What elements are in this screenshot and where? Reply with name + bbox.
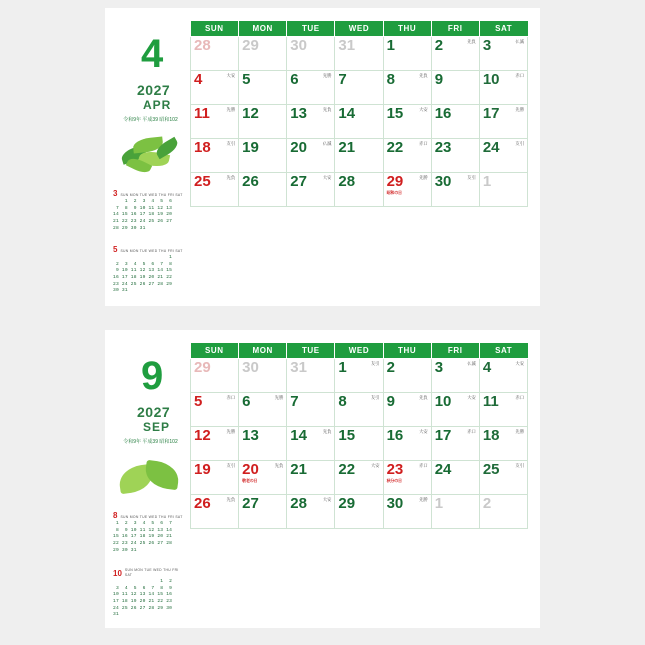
rokuyo-label: 赤口	[419, 463, 428, 468]
dow-header-mon: MON	[239, 343, 287, 359]
day-cell[interactable]	[335, 461, 383, 495]
day-number: 27	[290, 173, 307, 190]
week-row	[191, 427, 528, 461]
day-number: 16	[386, 427, 404, 444]
mini-month-row: 23 24 25 26 27 28 29	[113, 281, 173, 287]
day-cell[interactable]	[431, 461, 479, 495]
day-number: 2	[482, 495, 492, 512]
day-number: 6	[290, 71, 299, 88]
day-cell[interactable]	[431, 71, 479, 105]
dow-header-tue: TUE	[287, 21, 335, 37]
day-cell[interactable]	[287, 393, 335, 427]
week-row	[191, 393, 528, 427]
day-number: 29	[338, 495, 356, 512]
dow-header-fri: FRI	[431, 343, 479, 359]
mini-month-next	[113, 246, 187, 295]
day-number: 25	[482, 461, 500, 478]
day-number: 31	[290, 359, 307, 376]
dow-header-wed: WED	[335, 21, 383, 37]
dow-header-sun: SUN	[191, 21, 239, 37]
rokuyo-label: 先負	[467, 39, 476, 44]
day-cell[interactable]	[239, 173, 287, 207]
rokuyo-label: 大安	[419, 107, 428, 112]
day-cell[interactable]	[191, 139, 239, 173]
day-number: 22	[338, 461, 356, 478]
day-cell[interactable]	[383, 105, 431, 139]
day-cell[interactable]	[383, 173, 431, 207]
holiday-label: 敬老の日	[242, 478, 258, 483]
day-number: 20	[290, 139, 307, 156]
mini-month-row: 17 18 19 20 21 22 23	[113, 598, 173, 604]
rokuyo-label: 先勝	[226, 107, 236, 112]
day-cell[interactable]	[479, 71, 527, 105]
mini-month-next	[113, 568, 187, 619]
day-number: 15	[338, 427, 356, 444]
day-cell[interactable]	[479, 37, 527, 71]
day-cell[interactable]	[383, 461, 431, 495]
calendar-september	[105, 330, 540, 628]
month-number: 9	[141, 354, 163, 398]
rokuyo-label: 友引	[370, 361, 380, 366]
week-row	[191, 71, 528, 105]
day-number: 26	[194, 495, 211, 512]
day-cell[interactable]	[479, 393, 527, 427]
day-number: 29	[242, 37, 259, 54]
day-number: 13	[242, 427, 259, 444]
leaf-illustration	[115, 134, 185, 182]
rokuyo-label: 先負	[322, 107, 332, 112]
day-number: 29	[194, 359, 211, 376]
day-cell[interactable]	[335, 71, 383, 105]
rokuyo-label: 先負	[226, 175, 236, 180]
day-cell[interactable]	[191, 461, 239, 495]
mini-month-row: 7 8 9 10 11 12 13	[113, 205, 173, 211]
day-number: 18	[194, 139, 211, 156]
day-number: 24	[434, 461, 452, 478]
rokuyo-label: 赤口	[515, 73, 524, 78]
rokuyo-label: 先負	[226, 497, 236, 502]
day-cell[interactable]	[239, 393, 287, 427]
holiday-label: 秋分の日	[386, 478, 402, 483]
day-cell[interactable]	[335, 393, 383, 427]
rokuyo-label: 大安	[322, 497, 332, 502]
rokuyo-label: 仏滅	[515, 39, 524, 44]
day-cell[interactable]	[479, 495, 527, 529]
day-number: 7	[338, 71, 347, 88]
day-number: 26	[242, 173, 259, 190]
mini-month-row: 21 22 23 24 25 26 27	[113, 218, 173, 224]
rokuyo-label: 先負	[419, 73, 428, 78]
day-number: 13	[290, 105, 307, 122]
day-cell[interactable]	[335, 139, 383, 173]
week-row	[191, 37, 528, 71]
day-number: 5	[242, 71, 251, 88]
rokuyo-label: 先勝	[419, 175, 428, 180]
mini-month-dows: SUN MON TUE WED THU FRI SAT	[120, 515, 183, 520]
day-number: 17	[482, 105, 500, 122]
calendar-grid-april	[190, 8, 540, 306]
day-number: 10	[482, 71, 500, 88]
day-number: 14	[290, 427, 307, 444]
mini-month-row: 31	[113, 612, 119, 618]
mini-month-prev	[113, 190, 187, 232]
day-number: 8	[338, 393, 347, 410]
month-abbrev: SEP	[143, 420, 171, 434]
day-number: 30	[386, 495, 404, 512]
rokuyo-label: 赤口	[467, 429, 476, 434]
day-cell[interactable]	[287, 37, 335, 71]
mini-month-row: 1 2 3 4 5 6 7	[113, 521, 173, 526]
mini-month-row: 8 9 10 11 12 13 14	[113, 527, 173, 533]
mini-month-prev	[113, 512, 187, 554]
day-cell[interactable]	[431, 105, 479, 139]
day-cell[interactable]	[287, 359, 335, 393]
rokuyo-label: 大安	[226, 73, 236, 78]
day-cell[interactable]	[431, 495, 479, 529]
day-cell[interactable]	[191, 427, 239, 461]
dow-header-fri: FRI	[431, 21, 479, 37]
leaf-illustration	[115, 456, 185, 504]
rokuyo-label: 先負	[419, 395, 428, 400]
day-cell[interactable]	[287, 461, 335, 495]
year-label: 2027	[137, 82, 171, 98]
mini-month-row: 15 16 17 18 19 20 21	[113, 534, 173, 540]
mini-month-row: 9 10 11 12 13 14 15	[113, 268, 173, 274]
mini-month-number: 5	[113, 245, 118, 254]
day-cell[interactable]	[287, 105, 335, 139]
day-number: 19	[242, 139, 259, 156]
day-number: 8	[386, 71, 395, 88]
mini-month-row: 16 17 18 19 20 21 22	[113, 274, 173, 280]
rokuyo-label: 大安	[370, 463, 380, 468]
dow-header-sun: SUN	[191, 343, 239, 359]
day-number: 18	[482, 427, 500, 444]
mini-month-row: 10 11 12 13 14 15 16	[113, 592, 173, 598]
rokuyo-label: 友引	[515, 141, 524, 146]
day-number: 11	[482, 393, 499, 410]
mini-month-number: 8	[113, 511, 118, 520]
day-number: 12	[194, 427, 211, 444]
day-number: 30	[434, 173, 452, 190]
day-number: 31	[338, 37, 356, 54]
day-number: 4	[482, 359, 492, 376]
day-cell[interactable]	[335, 105, 383, 139]
day-cell[interactable]	[335, 37, 383, 71]
rokuyo-label: 仏滅	[322, 141, 332, 146]
mini-month-row: 1	[113, 255, 173, 260]
day-cell[interactable]	[479, 173, 527, 207]
mini-month-row: 1 2	[113, 578, 173, 584]
mini-month-row: 1 2 3 4 5 6	[113, 199, 173, 204]
week-row	[191, 139, 528, 173]
holiday-label: 昭和の日	[386, 190, 402, 195]
rokuyo-label: 友引	[370, 395, 380, 400]
rokuyo-label: 先勝	[226, 429, 236, 434]
dow-header-thu: THU	[383, 343, 431, 359]
day-cell[interactable]	[191, 393, 239, 427]
dow-header-mon: MON	[239, 21, 287, 37]
day-cell[interactable]	[287, 495, 335, 529]
day-number: 25	[194, 173, 211, 190]
day-cell[interactable]	[431, 393, 479, 427]
day-number: 1	[338, 359, 347, 376]
rokuyo-label: 大安	[467, 395, 476, 400]
day-cell[interactable]	[479, 105, 527, 139]
mini-month-row: 22 23 24 25 26 27 28	[113, 540, 173, 546]
day-cell[interactable]	[479, 139, 527, 173]
day-number: 23	[434, 139, 452, 156]
calendar-page-april	[105, 8, 540, 306]
rokuyo-label: 先勝	[515, 107, 524, 112]
day-cell[interactable]	[239, 461, 287, 495]
dow-header-sat: SAT	[479, 21, 527, 37]
day-cell[interactable]	[335, 495, 383, 529]
day-number: 22	[386, 139, 404, 156]
day-cell[interactable]	[287, 71, 335, 105]
day-cell[interactable]	[239, 495, 287, 529]
day-cell[interactable]	[335, 427, 383, 461]
mini-month-number: 3	[113, 189, 118, 198]
day-cell[interactable]	[239, 105, 287, 139]
day-number: 3	[482, 37, 492, 54]
rokuyo-label: 仏滅	[467, 361, 476, 366]
day-number: 1	[386, 37, 395, 54]
day-cell[interactable]	[239, 37, 287, 71]
rokuyo-label: 先勝	[515, 429, 524, 434]
era-label: 令和9年 平成39 昭和102	[123, 117, 178, 123]
mini-month-row: 3 4 5 6 7 8 9	[113, 585, 173, 591]
day-number: 5	[194, 393, 203, 410]
day-cell[interactable]	[239, 139, 287, 173]
mini-month-row: 28 29 30 31	[113, 225, 146, 231]
day-cell[interactable]	[383, 393, 431, 427]
day-cell[interactable]	[335, 173, 383, 207]
week-row	[191, 173, 528, 207]
calendar-left-panel	[105, 8, 190, 306]
day-cell[interactable]	[239, 359, 287, 393]
mini-month-dows: SUN MON TUE WED THU FRI SAT	[124, 568, 179, 577]
day-cell[interactable]	[431, 427, 479, 461]
day-number: 28	[338, 173, 356, 190]
rokuyo-label: 大安	[419, 429, 428, 434]
rokuyo-label: 先負	[274, 463, 284, 468]
day-cell[interactable]	[431, 139, 479, 173]
rokuyo-label: 友引	[226, 463, 236, 468]
day-cell[interactable]	[383, 359, 431, 393]
day-cell[interactable]	[191, 105, 239, 139]
mini-month-number: 10	[113, 568, 122, 578]
month-table	[190, 20, 528, 207]
dow-header-wed: WED	[335, 343, 383, 359]
day-number: 21	[290, 461, 307, 478]
day-cell[interactable]	[335, 359, 383, 393]
dow-header-thu: THU	[383, 21, 431, 37]
day-number: 30	[290, 37, 307, 54]
mini-month-row: 2 3 4 5 6 7 8	[113, 261, 173, 267]
rokuyo-label: 大安	[515, 361, 524, 366]
day-number: 3	[434, 359, 444, 376]
mini-month-dows: SUN MON TUE WED THU FRI SAT	[120, 193, 183, 198]
week-row	[191, 359, 528, 393]
mini-month-row: 29 30 31	[113, 547, 137, 553]
day-number: 4	[194, 71, 203, 88]
day-number: 10	[434, 393, 452, 410]
day-number: 17	[434, 427, 452, 444]
day-cell[interactable]	[287, 427, 335, 461]
dow-header-sat: SAT	[479, 343, 527, 359]
day-number: 20	[242, 461, 259, 478]
day-number: 12	[242, 105, 259, 122]
year-label: 2027	[137, 404, 171, 420]
day-number: 11	[194, 105, 210, 122]
rokuyo-label: 友引	[226, 141, 236, 146]
day-cell[interactable]	[383, 495, 431, 529]
day-cell[interactable]	[479, 427, 527, 461]
mini-month-row: 14 15 16 17 18 19 20	[113, 212, 173, 218]
day-cell[interactable]	[287, 139, 335, 173]
rokuyo-label: 先負	[322, 429, 332, 434]
calendar-left-panel	[105, 330, 190, 628]
day-number: 1	[434, 495, 444, 512]
day-number: 9	[434, 71, 444, 88]
dow-header-row	[191, 343, 528, 359]
day-cell[interactable]	[239, 71, 287, 105]
week-row	[191, 105, 528, 139]
week-row	[191, 461, 528, 495]
day-number: 29	[386, 173, 404, 190]
day-number: 23	[386, 461, 404, 478]
day-number: 15	[386, 105, 404, 122]
day-cell[interactable]	[383, 71, 431, 105]
day-number: 21	[338, 139, 356, 156]
day-cell[interactable]	[287, 173, 335, 207]
day-number: 1	[482, 173, 492, 190]
mini-month-row: 30 31	[113, 288, 128, 294]
day-cell[interactable]	[191, 37, 239, 71]
day-cell[interactable]	[431, 173, 479, 207]
calendar-april	[105, 8, 540, 306]
dow-header-row	[191, 21, 528, 37]
rokuyo-label: 先勝	[274, 395, 284, 400]
day-cell[interactable]	[383, 139, 431, 173]
day-number: 24	[482, 139, 500, 156]
day-number: 28	[290, 495, 307, 512]
mini-month-row: 24 25 26 27 28 29 30	[113, 605, 173, 611]
day-cell[interactable]	[431, 37, 479, 71]
day-number: 19	[194, 461, 211, 478]
day-number: 14	[338, 105, 356, 122]
day-cell[interactable]	[191, 71, 239, 105]
day-cell[interactable]	[383, 37, 431, 71]
day-cell[interactable]	[383, 427, 431, 461]
calendar-grid-september	[190, 330, 540, 628]
rokuyo-label: 大安	[322, 175, 332, 180]
calendar-page-september	[105, 330, 540, 628]
day-number: 2	[386, 359, 395, 376]
day-number: 30	[242, 359, 259, 376]
day-number: 6	[242, 393, 251, 410]
day-cell[interactable]	[191, 495, 239, 529]
day-cell[interactable]	[479, 461, 527, 495]
day-number: 28	[194, 37, 211, 54]
day-number: 2	[434, 37, 444, 54]
era-label: 令和9年 平成39 昭和102	[123, 439, 178, 445]
rokuyo-label: 先勝	[419, 497, 428, 502]
rokuyo-label: 友引	[515, 463, 524, 468]
day-number: 16	[434, 105, 452, 122]
day-cell[interactable]	[239, 427, 287, 461]
week-row	[191, 495, 528, 529]
day-cell[interactable]	[479, 359, 527, 393]
month-abbrev: APR	[143, 98, 172, 112]
mini-month-dows: SUN MON TUE WED THU FRI SAT	[120, 249, 183, 254]
day-cell[interactable]	[431, 359, 479, 393]
rokuyo-label: 赤口	[515, 395, 524, 400]
day-number: 9	[386, 393, 395, 410]
rokuyo-label: 赤口	[226, 395, 236, 400]
day-cell[interactable]	[191, 173, 239, 207]
rokuyo-label: 赤口	[419, 141, 428, 146]
day-number: 7	[290, 393, 299, 410]
rokuyo-label: 先勝	[322, 73, 332, 78]
rokuyo-label: 友引	[467, 175, 476, 180]
month-number: 4	[141, 32, 163, 76]
dow-header-tue: TUE	[287, 343, 335, 359]
month-table	[190, 342, 528, 529]
day-number: 27	[242, 495, 259, 512]
day-cell[interactable]	[191, 359, 239, 393]
